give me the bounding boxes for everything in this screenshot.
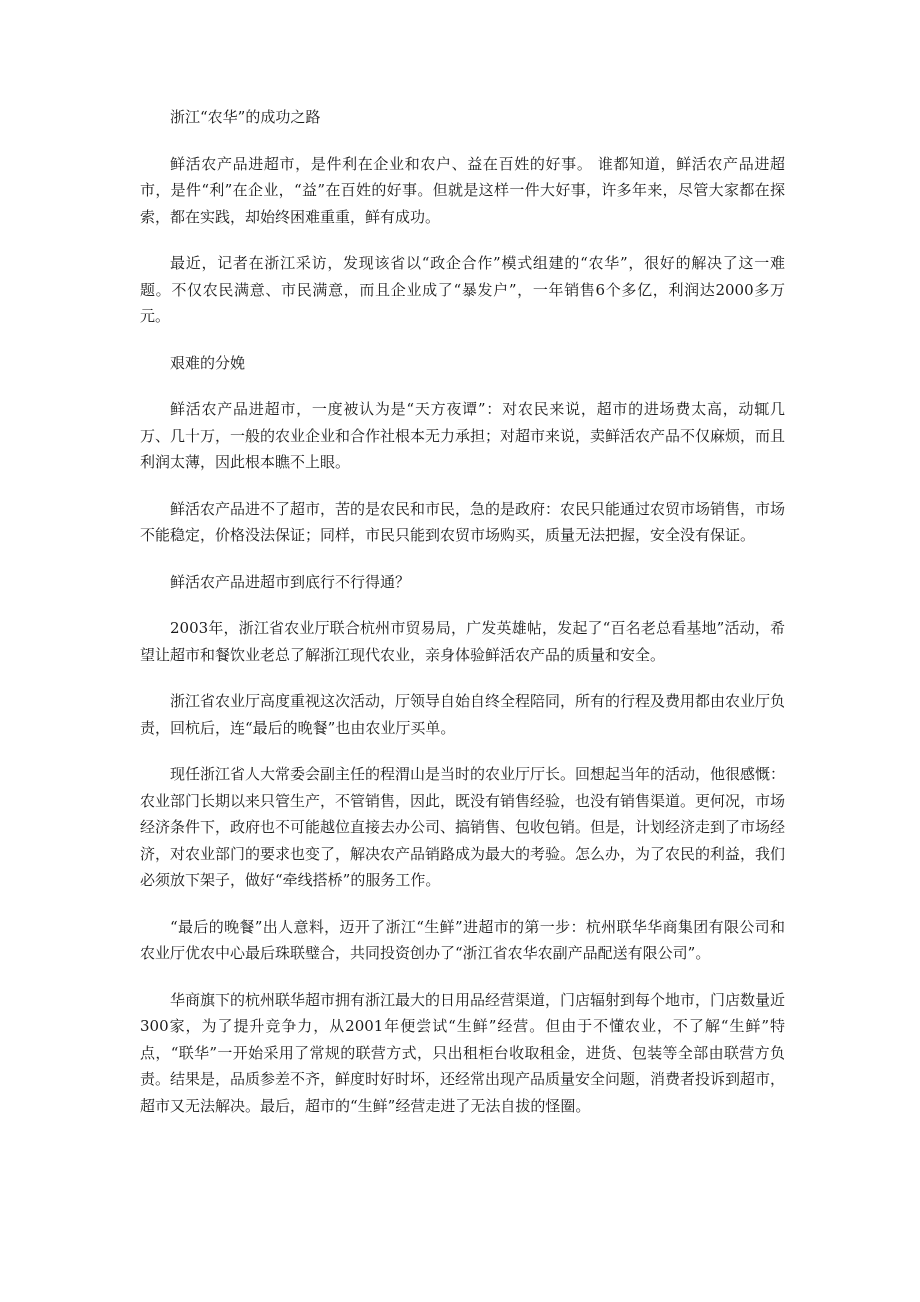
paragraph-fantasy: 鲜活农产品进超市，一度被认为是“天方夜谭”：对农民来说，超市的进场费太高，动辄几万、几十万，一般的农业企业和合作社根本无力承担；对超市来说，卖鲜活农产品不仅麻烦，而且利润太薄，因此根本瞧不上眼。	[140, 400, 786, 471]
paragraph-2003: 2003年，浙江省农业厅联合杭州市贸易局，广发英雄帖，发起了“百名老总看基地”活动，希望让超市和餐饮业老总了解浙江现代农业，亲身体验鲜活农产品的质量和安全。	[140, 619, 785, 664]
paragraph-farmers-citizens: 鲜活农产品进不了超市，苦的是农民和市民，急的是政府：农民只能通过农贸市场销售，市场不能稳定，价格没法保证；同样，市民只能到农贸市场购买，质量无法把握，安全没有保证。	[140, 499, 786, 544]
section-heading-difficult-birth: 艰难的分娩	[170, 353, 246, 372]
paragraph-intro: 鲜活农产品进超市，是件利在企业和农户、益在百姓的好事。 谁都知道，鲜活农产品进超市，是件“利”在企业，“益”在百姓的好事。但就是这样一件大好事，许多年来，尽管大家都在探索，都在实践，却始终困难重重，鲜有成功。	[140, 154, 785, 226]
paragraph-lianhua: 华商旗下的杭州联华超市拥有浙江最大的日用品经营渠道，门店辐射到每个地市，门店数量近300家，为了提升竞争力，从2001年便尝试“生鲜”经营。但由于不懂农业，不了解“生鲜”特点，“联华”一开始采用了常规的联营方式，只出租柜台收取租金，进货、包装等全部由联营方负责。结果是，品质参差不齐，鲜度时好时坏，还经常出现产品质量安全问题，消费者投诉到超市，超市又无法解决。最后，超市的“生鲜”经营走进了无法自拔的怪圈。	[140, 990, 786, 1115]
article-title: 浙江“农华”的成功之路	[170, 108, 321, 126]
paragraph-cheng-weishan: 现任浙江省人大常委会副主任的程渭山是当时的农业厅厅长。回想起当年的活动，他很感慨：农业部门长期以来只管生产，不管销售，因此，既没有销售经验，也没有销售渠道。更何况，市场经济条件下，政府也不可能越位直接去办公司、搞销售、包收包销。但是，计划经济走到了市场经济，对农业部门的要求也变了，解决农产品销路成为最大的考验。怎么办，为了农民的利益，我们必须放下架子，做好“牵线搭桥”的服务工作。	[140, 765, 786, 889]
paragraph-question: 鲜活农产品进超市到底行不行得通？	[170, 572, 411, 591]
paragraph-recent: 最近，记者在浙江采访，发现该省以“政企合作”模式组建的“农华”，很好的解决了这一难题。不仅农民满意、市民满意，而且企业成了“暴发户”，一年销售6个多亿，利润达2000多万元。	[140, 254, 785, 325]
document-page	[140, 104, 785, 1139]
paragraph-agriculture-dept: 浙江省农业厅高度重视这次活动，厅领导自始自终全程陪同，所有的行程及费用都由农业厅负责，回杭后，连“最后的晚餐”也由农业厅买单。	[140, 692, 786, 737]
paragraph-last-supper: “最后的晚餐”出人意料，迈开了浙江“生鲜”进超市的第一步：杭州联华华商集团有限公司和农业厅优农中心最后珠联璧合，共同投资创办了“浙江省农华农副产品配送有限公司”。	[140, 917, 785, 962]
